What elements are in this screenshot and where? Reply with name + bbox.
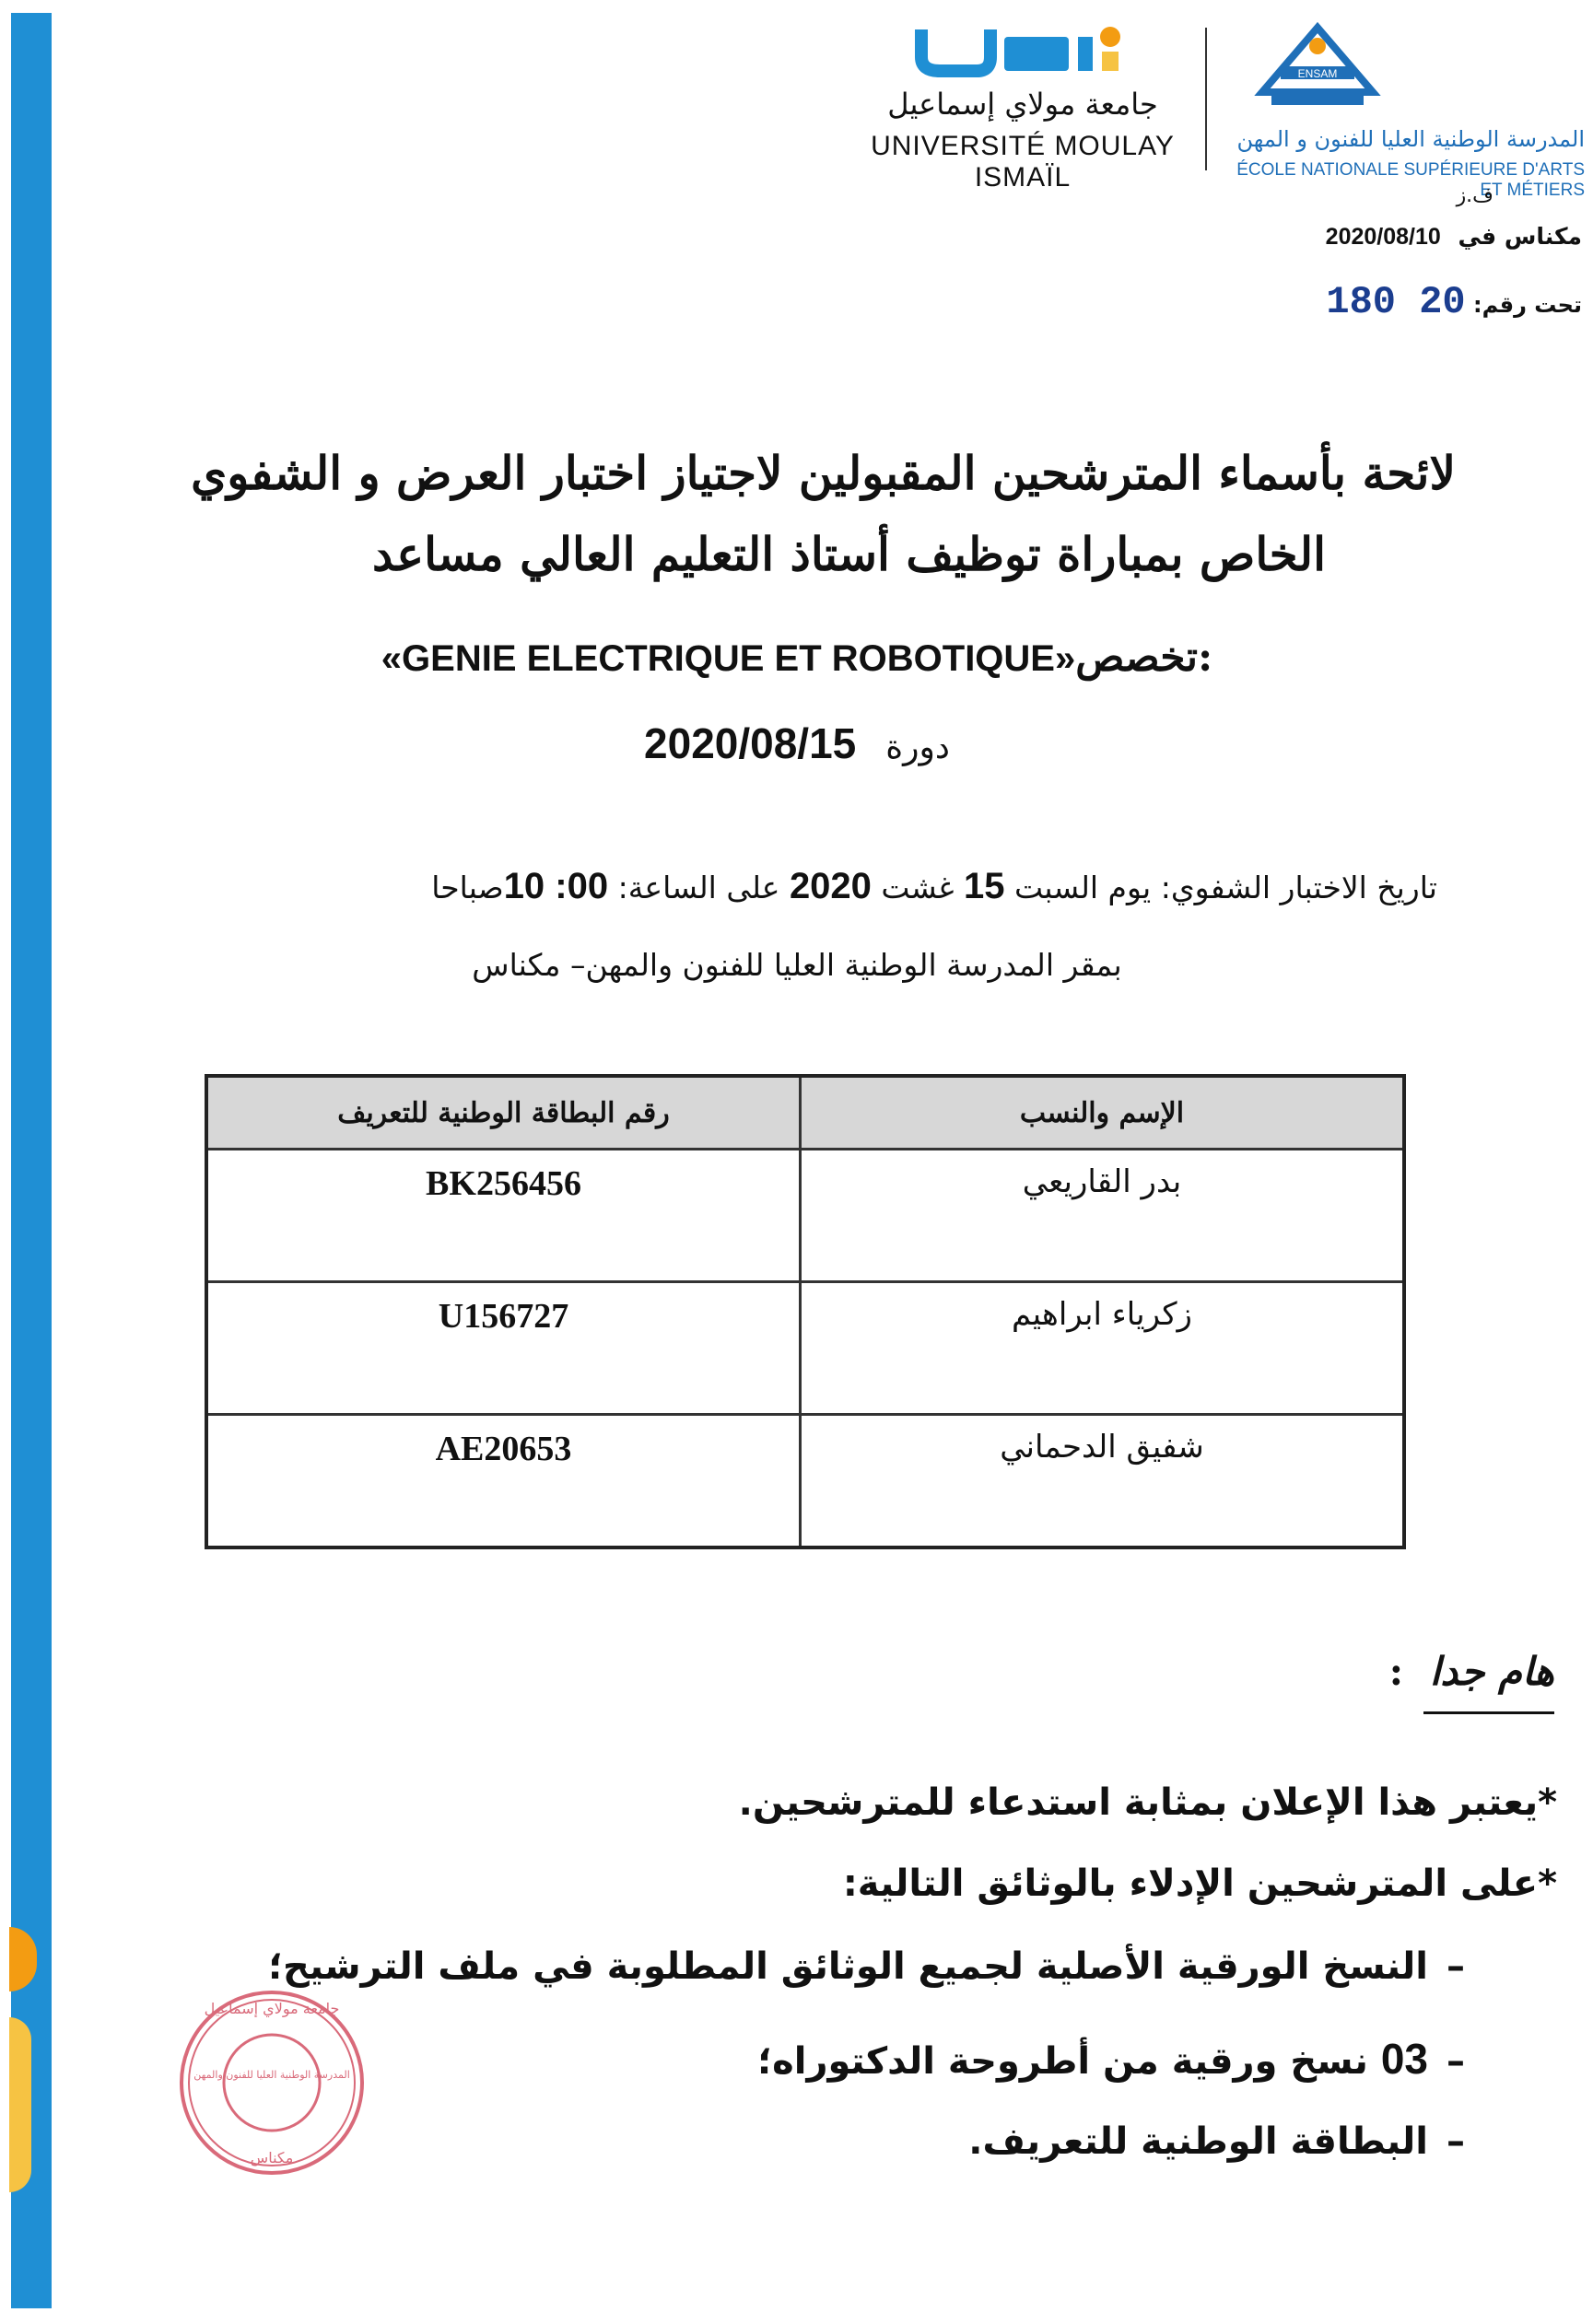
exam-prefix: تاريخ الاختبار الشفوي: يوم السبت <box>1014 870 1437 905</box>
session-date: 2020/08/15 <box>644 719 857 767</box>
exam-time: 10 :00 <box>503 866 609 906</box>
table-row <box>206 1150 1404 1282</box>
ensam-name-arabic: المدرسة الوطنية العليا للفنون و المهن <box>1236 126 1585 152</box>
exam-day: 15 <box>964 866 1005 906</box>
header-divider <box>1205 28 1207 170</box>
bullet-dash: – <box>1447 2120 1465 2163</box>
candidate-name: زكرياء ابراهيم <box>801 1282 1405 1415</box>
reference-number <box>1311 280 1582 324</box>
exam-date-line <box>295 866 1437 907</box>
column-header-name: الإسم والنسب <box>801 1076 1405 1150</box>
candidate-id: AE20653 <box>206 1415 801 1548</box>
umi-name-french: UNIVERSITÉ MOULAY ISMAÏL <box>871 131 1175 193</box>
document-item-text: النسخ الورقية الأصلية لجميع الوثائق المطلوبة في ملف الترشيح؛ <box>268 1945 1428 1988</box>
table-row <box>206 1415 1404 1548</box>
bullet-dash: – <box>1447 1945 1465 1988</box>
session-label: دورة <box>885 729 950 766</box>
title-line-1: لائحة بأسماء المترشحين المقبولين لاجتياز اختبار العرض و الشفوي <box>191 446 1456 500</box>
umi-header <box>866 20 1179 193</box>
important-heading-colon: : <box>1388 1649 1404 1694</box>
title-line-2: الخاص بمباراة توظيف أستاذ التعليم العالي مساعد <box>371 527 1326 581</box>
important-underline <box>1423 1711 1554 1714</box>
specialty-label: تخصص: <box>1075 634 1213 681</box>
specialty-line <box>276 634 1318 681</box>
umi-logo <box>912 20 1133 85</box>
table-row <box>206 1282 1404 1415</box>
seal-outer-text: جامعة مولاي إسماعيل <box>204 2000 340 2017</box>
document-item-text: البطاقة الوطنية للتعريف. <box>968 2120 1428 2163</box>
important-heading-text: هام جدا <box>1429 1649 1554 1694</box>
column-header-id: رقم البطاقة الوطنية للتعريف <box>206 1076 801 1150</box>
document-item-number: 03 <box>1380 2035 1428 2083</box>
exam-time-label: على الساعة: <box>617 870 780 905</box>
candidate-name: بدر القاريعي <box>801 1150 1405 1282</box>
reference-number-stamp: 180 20 <box>1326 280 1466 324</box>
exam-place: بمقر المدرسة الوطنية العليا للفنون والمهن– مكناس <box>472 947 1122 983</box>
candidate-id: U156727 <box>206 1282 801 1415</box>
session-line <box>276 718 1318 768</box>
umi-name-arabic: جامعة مولاي إسماعيل <box>887 87 1158 122</box>
official-seal <box>175 1986 369 2179</box>
document-item <box>276 2120 1465 2163</box>
document-item-text: نسخ ورقية من أطروحة الدكتوراه؛ <box>757 2040 1368 2083</box>
ensam-logo-text: ENSAM <box>1297 67 1338 80</box>
candidate-id: BK256456 <box>206 1150 801 1282</box>
side-stripe-yellow <box>9 2017 31 2192</box>
exam-time-suffix: صباحا <box>431 870 504 905</box>
reference-number-label: تحت رقم: <box>1472 292 1582 318</box>
important-heading <box>1389 1649 1554 1694</box>
reference-mark: ف.ز <box>1456 184 1493 207</box>
note-convocation: *يعتبر هذا الإعلان بمثابة استدعاء للمترشحين. <box>738 1781 1557 1824</box>
candidates-table <box>205 1074 1406 1549</box>
exam-year: 2020 <box>789 866 872 906</box>
specialty-name: «GENIE ELECTRIQUE ET ROBOTIQUE» <box>381 638 1076 679</box>
table-header-row <box>206 1076 1404 1150</box>
document-item <box>276 2034 1465 2084</box>
reference-date-value: 2020/08/10 <box>1325 224 1441 250</box>
document-item <box>268 1945 1465 1988</box>
reference-date-label: مكناس في <box>1458 223 1582 250</box>
reference-date <box>1326 223 1582 251</box>
bullet-dash: – <box>1447 2040 1465 2083</box>
seal-city: مكناس <box>250 2149 294 2166</box>
exam-month: غشت <box>881 870 955 905</box>
ensam-name-french: ÉCOLE NATIONALE SUPÉRIEURE D'ARTS ET MÉTIERS <box>1236 160 1585 200</box>
candidate-name: شفيق الدحماني <box>801 1415 1405 1548</box>
note-documents: *على المترشحين الإدلاء بالوثائق التالية: <box>842 1863 1557 1905</box>
seal-inner-text: المدرسة الوطنية العليا للفنون والمهن <box>193 2069 350 2081</box>
ensam-logo <box>1244 20 1391 122</box>
